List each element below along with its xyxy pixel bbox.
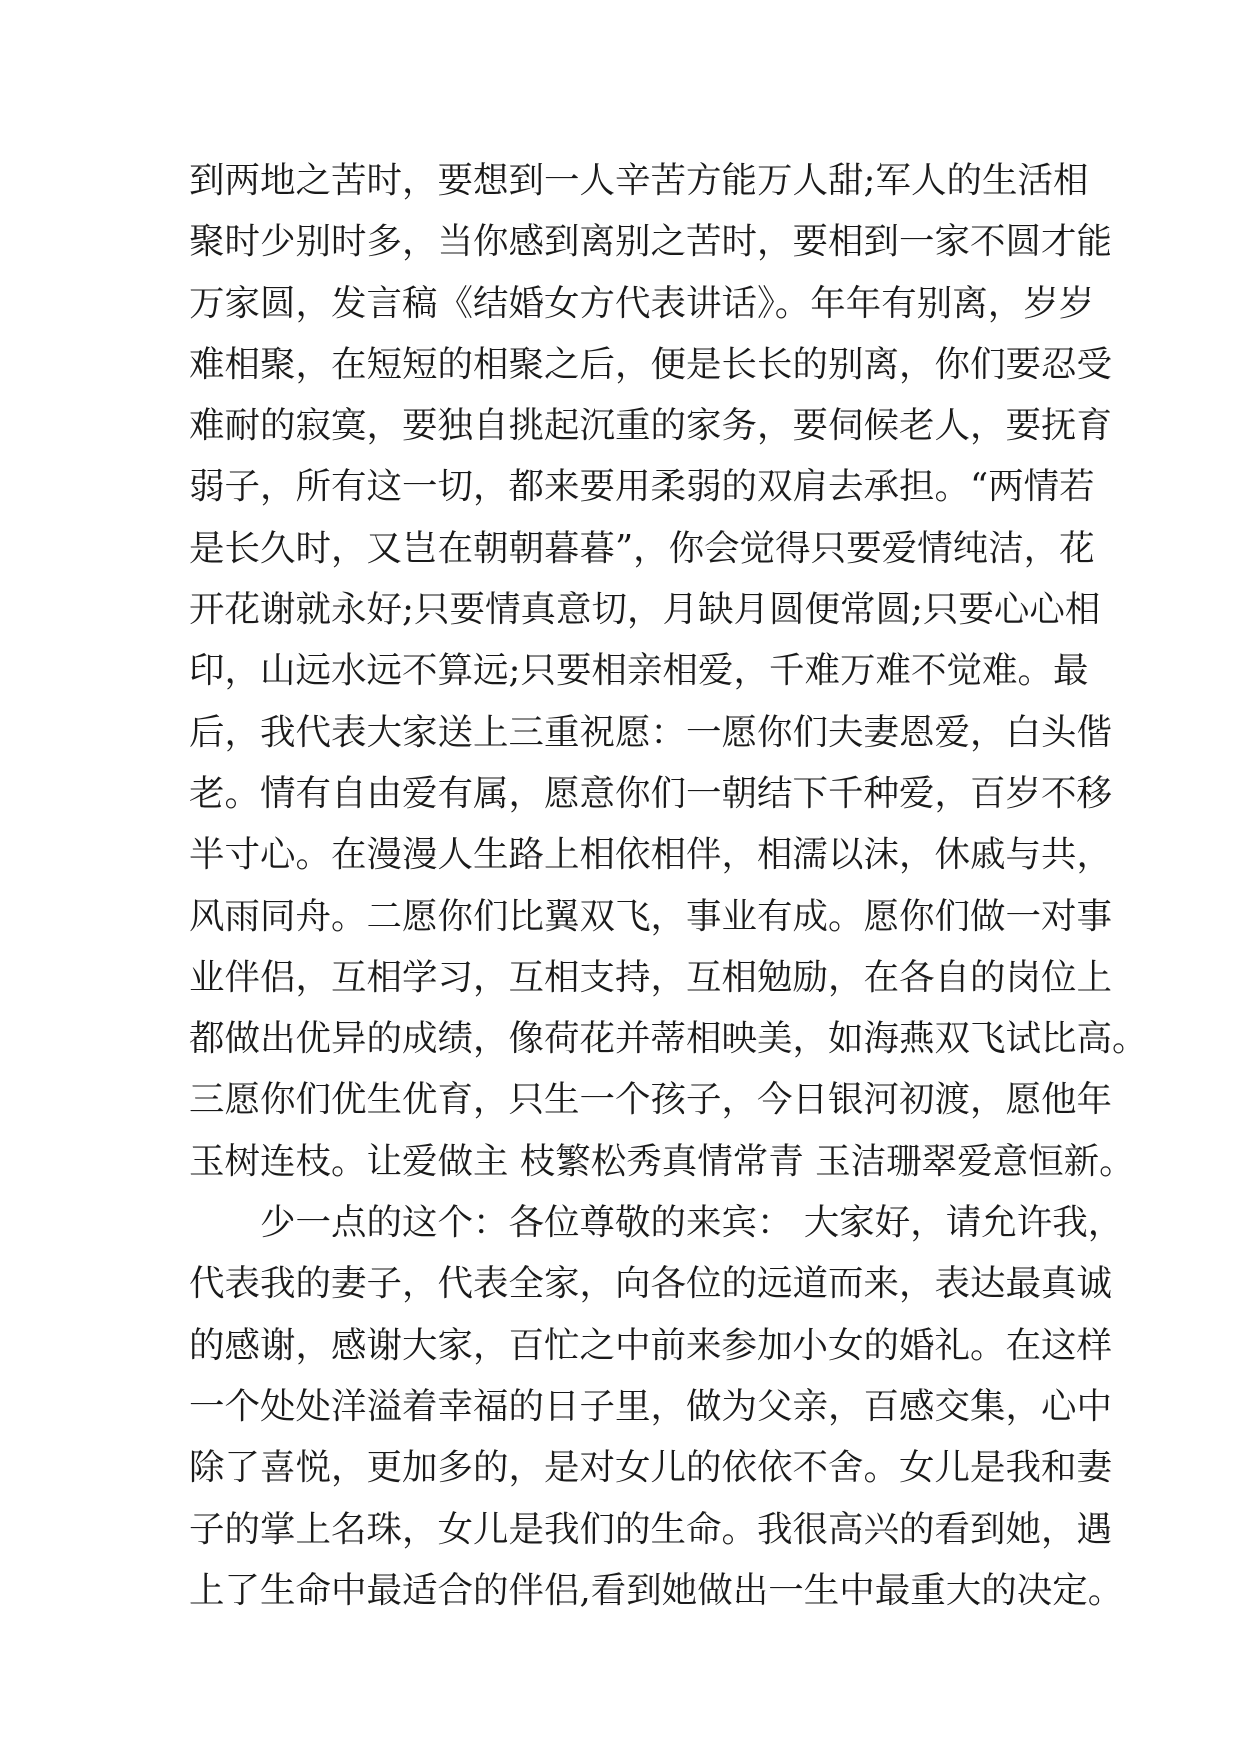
text-line: 聚时少别时多，当你感到离别之苦时，要相到一家不圆才能 — [189, 221, 1113, 263]
paragraph-start-line: 少一点的这个：各位尊敬的来宾： 大家好，请允许我， — [260, 1202, 1124, 1244]
text-line: 子的掌上名珠，女儿是我们的生命。我很高兴的看到她，遇 — [189, 1508, 1113, 1550]
text-line: 印，山远水远不算远;只要相亲相爱，千难万难不觉难。最 — [189, 650, 1089, 692]
text-line: 开花谢就永好;只要情真意切，月缺月圆便常圆;只要心心相 — [189, 589, 1101, 631]
text-line: 弱子，所有这一切，都来要用柔弱的双肩去承担。“两情若 — [189, 466, 1095, 508]
text-line: 的感谢，感谢大家，百忙之中前来参加小女的婚礼。在这样 — [189, 1324, 1113, 1366]
text-line: 代表我的妻子，代表全家，向各位的远道而来，表达最真诚 — [189, 1263, 1113, 1305]
body-text — [189, 150, 1148, 1621]
text-line: 是长久时，又岂在朝朝暮暮”，你会觉得只要爱情纯洁，花 — [189, 527, 1095, 569]
text-line: 一个处处洋溢着幸福的日子里，做为父亲，百感交集，心中 — [189, 1385, 1113, 1427]
text-line: 业伴侣，互相学习，互相支持，互相勉励，在各自的岗位上 — [189, 956, 1113, 998]
text-line: 难耐的寂寞，要独自挑起沉重的家务，要伺候老人，要抚育 — [189, 405, 1113, 447]
text-line: 半寸心。在漫漫人生路上相依相伴，相濡以沫，休戚与共， — [189, 834, 1113, 876]
text-line: 三愿你们优生优育，只生一个孩子，今日银河初渡，愿他年 — [189, 1079, 1113, 1121]
text-line: 到两地之苦时，要想到一人辛苦方能万人甜;军人的生活相 — [189, 160, 1089, 201]
text-line: 老。情有自由爱有属，愿意你们一朝结下千种爱，百岁不移 — [189, 772, 1113, 814]
text-line: 上了生命中最适合的伴侣,看到她做出一生中最重大的决定。 — [189, 1569, 1124, 1611]
text-line: 难相聚，在短短的相聚之后，便是长长的别离，你们要忍受 — [189, 343, 1113, 385]
text-line: 除了喜悦，更加多的，是对女儿的依依不舍。女儿是我和妻 — [189, 1447, 1113, 1489]
text-line: 后，我代表大家送上三重祝愿：一愿你们夫妻恩爱，白头偕 — [189, 711, 1113, 753]
text-line: 万家圆，发言稿《结婚女方代表讲话》。年年有别离，岁岁 — [189, 282, 1095, 324]
text-line: 玉树连枝。让爱做主 枝繁松秀真情常青 玉洁珊翠爱意恒新。 — [189, 1140, 1135, 1182]
text-line: 风雨同舟。二愿你们比翼双飞，事业有成。愿你们做一对事 — [189, 895, 1113, 937]
text-line: 都做出优异的成绩，像荷花并蒂相映美，如海燕双飞试比高。 — [189, 1018, 1148, 1060]
